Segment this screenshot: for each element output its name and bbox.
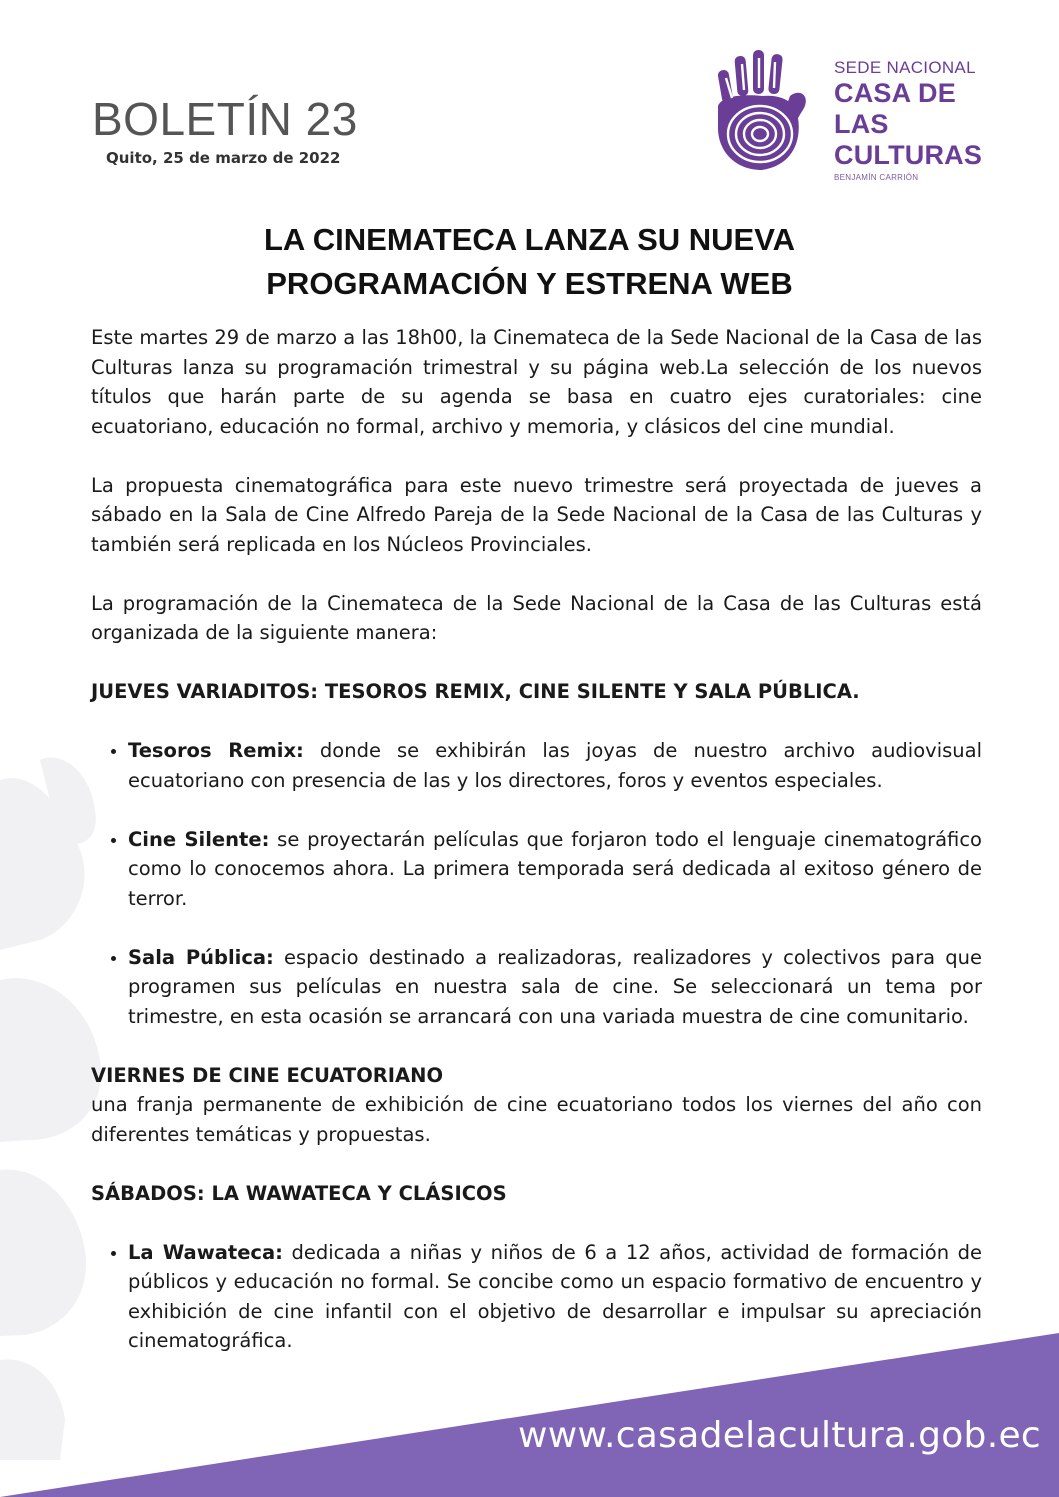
logo-name-line2: CULTURAS	[834, 140, 983, 170]
headline-line2: PROGRAMACIÓN Y ESTRENA WEB	[266, 266, 793, 301]
list-item	[128, 943, 982, 1032]
list-item	[128, 825, 982, 914]
list-item-text: se proyectarán películas que forjaron todo el lenguaje cinematográfico como lo conocemos ahora. La primera temporada será dedicada al exitoso género de terror.	[128, 827, 982, 910]
list-item-term: La Wawateca:	[128, 1240, 283, 1264]
list-item	[128, 736, 982, 795]
footer-banner	[0, 1333, 1059, 1497]
fingerprint-hand-icon	[712, 48, 812, 172]
section-heading-saturday: SÁBADOS: LA WAWATECA Y CLÁSICOS	[91, 1181, 507, 1205]
headline	[0, 218, 1059, 306]
list-item-text: donde se exhibirán las joyas de nuestro archivo audiovisual ecuatoriano con presencia de las y los directores, foros y eventos especiales.	[128, 739, 982, 792]
logo-name-line1: CASA DE LAS	[834, 78, 956, 139]
paragraph-schedule: La propuesta cinematográfica para este nuevo trimestre será proyectada de jueves a sábado en la Sala de Cine Alfredo Pareja de la Sede Nacional de la Casa de las Culturas y también será replicada en los Núcleos Provinciales.	[91, 473, 982, 556]
list-item-text: espacio destinado a realizadoras, realizadores y colectivos para que programen sus películas en nuestra sala de cine. Se seleccionará un tema por trimestre, en esta ocasión se arrancará con una variada muestra de cine comunitario.	[128, 945, 982, 1028]
paragraph-intro: Este martes 29 de marzo a las 18h00, la Cinemateca de la Sede Nacional de la Casa de las Culturas lanza su programación trimestral y su página web.La selección de los nuevos títulos que harán parte de su agenda se basa en cuatro ejes curatoriales: cine ecuatoriano, educación no formal, archivo y memoria, y clásicos del cine mundial.	[91, 326, 982, 438]
bulletin-title: BOLETÍN 23	[92, 93, 358, 145]
logo-subtitle: SEDE NACIONAL	[834, 58, 976, 77]
section-heading-thursday: JUEVES VARIADITOS: TESOROS REMIX, CINE SILENTE Y SALA PÚBLICA.	[91, 680, 860, 703]
casa-de-las-culturas-logo	[712, 48, 992, 182]
list-item-term: Tesoros Remix:	[128, 739, 304, 762]
headline-line1: LA CINEMATECA LANZA SU NUEVA	[264, 222, 795, 257]
bulletin-date: Quito, 25 de marzo de 2022	[106, 149, 341, 167]
list-item-text: dedicada a niñas y niños de 6 a 12 años, actividad de formación de públicos y educación no formal. Se concibe como un espacio formativo de encuentro y exhibición de cine infantil con el objetivo de desarrollar e impulsar su apreciación cinematográfica.	[128, 1240, 982, 1352]
list-item-term: Cine Silente:	[128, 827, 270, 851]
article-body	[91, 323, 982, 1356]
logo-tagline: BENJAMÍN CARRIÓN	[834, 173, 919, 182]
list-item-term: Sala Pública:	[128, 945, 274, 969]
thursday-list	[91, 736, 982, 1031]
paragraph-friday: una franja permanente de exhibición de cine ecuatoriano todos los viernes del año con diferentes temáticas y propuestas.	[91, 1093, 982, 1146]
paragraph-organization: La programación de la Cinemateca de la Sede Nacional de la Casa de las Culturas está organizada de la siguiente manera:	[91, 591, 982, 644]
section-heading-friday: VIERNES DE CINE ECUATORIANO	[91, 1063, 444, 1087]
footer-website-link[interactable]: www.casadelacultura.gob.ec	[518, 1415, 1041, 1456]
